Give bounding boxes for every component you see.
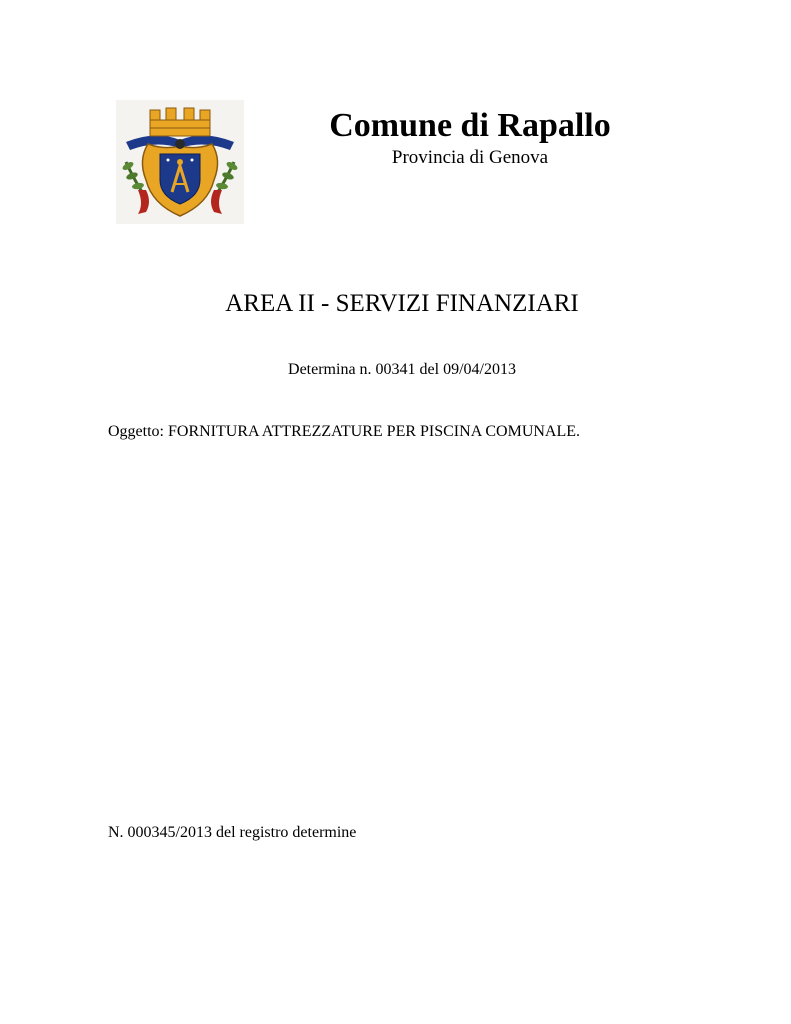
page-title: Comune di Rapallo — [329, 107, 611, 144]
subject-line: Oggetto: FORNITURA ATTREZZATURE PER PISCINA COMUNALE. — [108, 423, 581, 440]
page-subtitle: Provincia di Genova — [391, 147, 549, 168]
coat-of-arms-icon — [116, 100, 244, 224]
determina-number: Determina n. 00341 del 09/04/2013 — [288, 361, 516, 378]
area-heading: AREA II - SERVIZI FINANZIARI — [225, 290, 579, 317]
register-number: N. 000345/2013 del registro determine — [108, 824, 357, 841]
